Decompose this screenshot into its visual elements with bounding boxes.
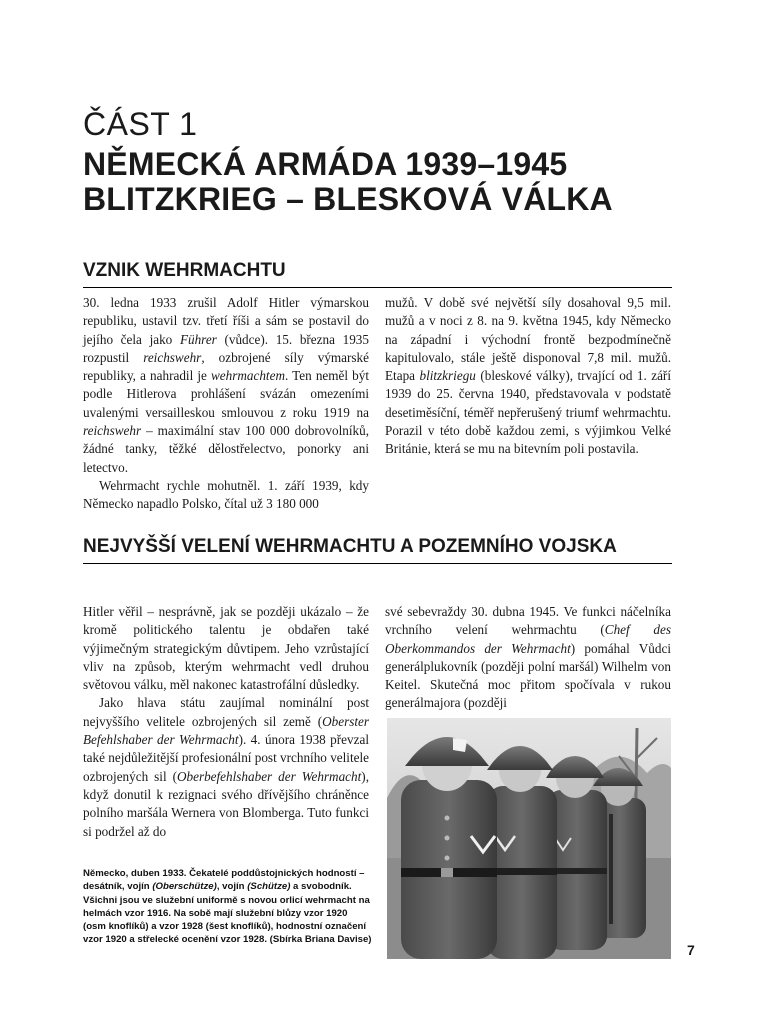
section2-left-column [83,603,369,841]
paragraph: Jako hlava státu zaujímal nominální post nejvyššího velitele ozbrojených sil země (Oberster Befehlshaber der Wehrmacht). 4. února 1938 převzal také nejdůležitější profesionální post vrchního velitele ozbrojených sil (Oberbefehlshaber der Wehrmacht), když donutil k rezignaci svého dřívějšího chráněnce polního maršála Wernera von Blomberga. Tuto funkci si podržel až do [83,695,370,839]
part-label: ČÁST 1 [83,106,198,142]
photo-four-soldiers-icon [387,718,671,959]
section-heading-wehrmacht-origin: VZNIK WEHRMACHTU [83,257,672,288]
historical-photo [387,718,671,959]
section1-right-column [385,294,671,459]
paragraph: 30. ledna 1933 zrušil Adolf Hitler výmarskou republiku, ustavil tzv. třetí říši a sám se postavil do jejího čela jako Führer (vůdce). 15. března 1935 rozpustil reichswehr, ozbrojené síly výmarské republiky, a nahradil je wehrmachtem. Ten neměl být podle Hitlerova prohlášení svázán omezeními uvalenými versailleskou smlouvou z roku 1919 na reichswehr – maximální stav 100 000 dobrovolníků, žádné tanky, těžké dělostřelectvo, ponorky ani letectvo. [83,295,369,475]
chapter-title-line-1: NĚMECKÁ ARMÁDA 1939–1945 [83,146,568,182]
section-heading-high-command: NEJVYŠŠÍ VELENÍ WEHRMACHTU A POZEMNÍHO VOJSKA [83,533,672,564]
paragraph: mužů. V době své největší síly dosahoval 9,5 mil. mužů a v noci z 8. na 9. května 1945, kdy Německo na západní i východní frontě bezpodmínečně kapitulovalo, stále ještě disponoval 7,8 mil. mužů. Etapa blitzkriegu (bleskové války), trvající od 1. září 1939 do 25. června 1940, představovala v podstatě desetiměsíční, téměř nepřerušený triumf wehrmachtu. Porazil v této době každou zemi, s výjimkou Velké Británie, která se mu na bitevním poli postavila. [385,295,671,457]
paragraph: Hitler věřil – nesprávně, jak se později ukázalo – že kromě politického talentu je obdařen také výjimečným strategickým důvtipem. Jeho vzrůstající vliv na způsob, kterým wehrmacht vedl druhou světovou válku, měl nakonec katastrofální důsledky. [83,604,369,693]
chapter-title-line-2: BLITZKRIEG – BLESKOVÁ VÁLKA [83,181,613,217]
paragraph: Wehrmacht rychle mohutněl. 1. září 1939, kdy Německo napadlo Polsko, čítal už 3 180 000 [83,477,369,512]
photo-caption: Německo, duben 1933. Čekatelé poddůstojnických hodností – desátník, vojín (Oberschütze), vojín (Schütze) a svobodník. Všichni jsou ve služební uniformě s novou orlicí wehrmacht na helmách vzor 1916. Na sobě mají služební blůzy vzor 1920 (osm knoflíků) a vzor 1928 (šest knoflíků), hodnostní označení vzor 1920 a střelecké ocenění vzor 1928. (Sbírka Briana Davise) [83,868,372,946]
section1-left-column [83,294,369,514]
paragraph: své sebevraždy 30. dubna 1945. Ve funkci náčelníka vrchního velení wehrmachtu (Chef des Oberkommandos der Wehrmacht) pomáhal Vůdci generálplukovník (později polní maršál) Wilhelm von Keitel. Skutečná moc přitom spočívala v rukou generálmajora (později [385,604,671,711]
page-number: 7 [687,942,695,958]
section2-right-column [385,603,671,713]
